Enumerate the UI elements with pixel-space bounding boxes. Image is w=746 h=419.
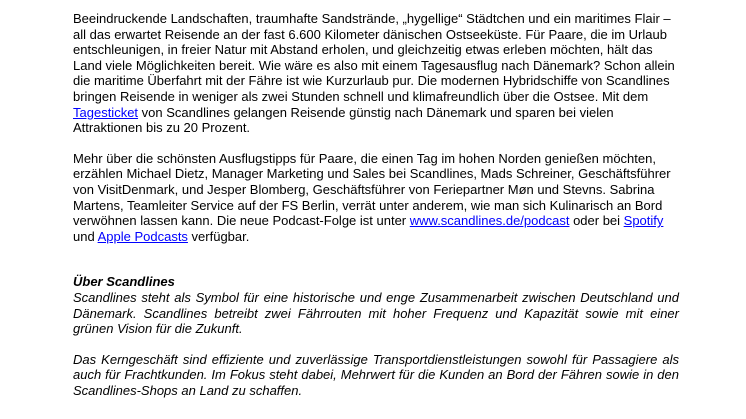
paragraph-spacer-2: [73, 337, 679, 352]
section-spacer: [73, 244, 679, 274]
podcast-link[interactable]: www.scandlines.de/podcast: [409, 213, 570, 229]
intro-text-start: Beeindruckende Landschaften, traumhafte Sandstrände, „hygellige“ Städtchen und ein maritimes Flair – all das erwartet Reisende an der fast 6.600 Kilometer dänischen Ostseeküste. Für Paare, die im Urlaub entschleunigen, in freier Natur mit Abstand erholen, und gleichzeitig etwas erleben möchten, hält das Land viele Möglichkeiten bereit. Wie wäre es also mit einem Tagesausflug nach Dänemark? Schon allein die maritime Überfahrt mit der Fähre ist wie Kurzurlaub pur. Die modernen Hybridschiffe von Scandlines bringen Reisende in weniger als zwei Stunden schnell und klimafreundlich über die Ostsee. Mit dem: [73, 11, 675, 104]
about-paragraph-2: Das Kerngeschäft sind effiziente und zuverlässige Transportdienstleistungen sowohl für Passagiere als auch für Frachtkunden. Im Fokus steht dabei, Mehrwert für die Kunden an Bord der Fähren sowie in den Scandlines-Shops an Land zu schaffen.: [73, 351, 679, 398]
podcast-text-mid-2: und: [73, 228, 98, 244]
podcast-text-start: Mehr über die schönsten Ausflugstipps für Paare, die einen Tag im hohen Norden genießen möchten, erzählen Michael Dietz, Manager Marketing und Sales bei Scandlines, Mads Schreiner, Geschäftsführer von VisitDenmark, und Jesper Blomberg, Geschäftsführer von Feriepartner Møn und Stevns. Sabrina Martens, Teamleiter Service auf der FS Berlin, verrät unter anderem, wie man sich Kulinarisch an Bord verwöhnen lassen kann. Die neue Podcast-Folge ist unter: [73, 150, 671, 229]
spotify-link[interactable]: Spotify: [623, 213, 664, 229]
podcast-paragraph: [73, 151, 679, 245]
about-paragraph-1: Scandlines steht als Symbol für eine historische und enge Zusammenarbeit zwischen Deutschland und Dänemark. Scandlines betreibt zwei Fährrouten mit hoher Frequenz und Kapazität sowie mit einer grünen Vision für die Zukunft.: [73, 289, 679, 337]
about-heading: Über Scandlines: [73, 274, 175, 290]
intro-paragraph: [73, 11, 679, 136]
paragraph-spacer: [73, 136, 679, 151]
podcast-text-end: verfügbar.: [187, 228, 250, 244]
intro-text-end: von Scandlines gelangen Reisende günstig nach Dänemark und sparen bei vielen Attraktionen bis zu 20 Prozent.: [73, 104, 614, 136]
apple-podcasts-link[interactable]: Apple Podcasts: [97, 228, 188, 244]
tagesticket-link[interactable]: Tagesticket: [73, 104, 139, 120]
podcast-text-mid-1: oder bei: [569, 213, 624, 229]
document-body: [73, 11, 679, 398]
